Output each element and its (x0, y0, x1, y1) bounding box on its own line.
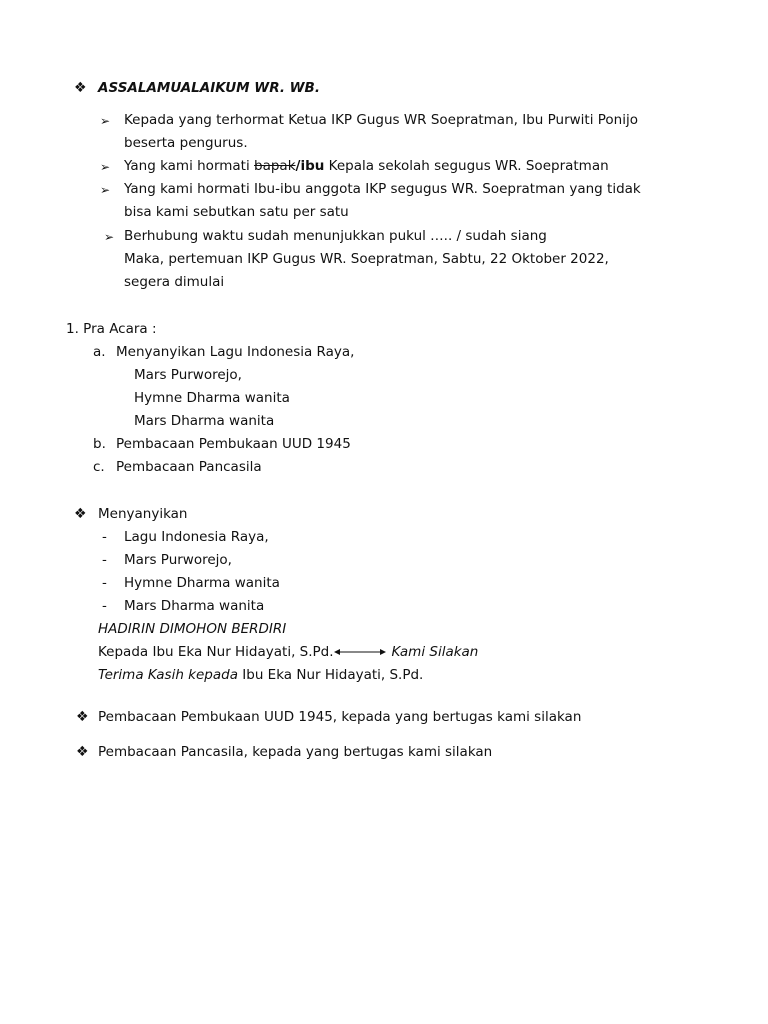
thanks-rest: Ibu Eka Nur Hidayati, S.Pd. (237, 667, 424, 683)
greeting-2 (124, 157, 609, 175)
closing-item-2: Pembacaan Pancasila, kepada yang bertugas kami silakan (98, 744, 493, 760)
menyanyikan-heading: Menyanyikan (98, 506, 188, 522)
invite-text: Kepada Ibu Eka Nur Hidayati, S.Pd. (98, 644, 334, 660)
greeting-4-line-3: segera dimulai (124, 274, 225, 290)
invite-after: Kami Silakan (391, 644, 479, 660)
greeting-4-line-1: Berhubung waktu sudah menunjukkan pukul ….. / sudah siang (124, 228, 547, 244)
greeting-1-line-1: Kepada yang terhormat Ketua IKP Gugus WR Soepratman, Ibu Purwiti Ponijo (124, 112, 638, 128)
header-bullet-icon: ❖ (74, 80, 87, 96)
song-title: Hymne Dharma wanita (124, 575, 280, 591)
item-c-text: Pembacaan Pancasila (116, 459, 262, 475)
dash-bullet: - (102, 598, 107, 614)
song-title: Mars Dharma wanita (124, 598, 265, 614)
double-arrow-icon (334, 647, 386, 657)
item-a-sub-2: Hymne Dharma wanita (134, 390, 290, 406)
invite-line (98, 643, 478, 661)
page-title: ASSALAMUALAIKUM WR. WB. (98, 80, 320, 96)
arrow-bullet-icon: ➢ (100, 160, 111, 174)
greeting-3-line-1: Yang kami hormati Ibu-ibu anggota IKP segugus WR. Soepratman yang tidak (124, 181, 641, 197)
closing-item-1: Pembacaan Pembukaan UUD 1945, kepada yang bertugas kami silakan (98, 709, 582, 725)
pra-acara-heading: 1. Pra Acara : (66, 321, 157, 337)
thanks-line (98, 666, 423, 684)
song-item (102, 551, 232, 569)
song-title: Mars Purworejo, (124, 552, 232, 568)
greeting-2-prefix: Yang kami hormati (124, 158, 255, 174)
diamond-bullet-icon: ❖ (76, 744, 89, 760)
item-a-sub-3: Mars Dharma wanita (134, 413, 275, 429)
thanks-italic: Terima Kasih kepada (98, 667, 238, 683)
greeting-2-slash: / (295, 158, 301, 174)
diamond-bullet-icon: ❖ (76, 709, 89, 725)
greeting-4-line-2: Maka, pertemuan IKP Gugus WR. Soepratman, Sabtu, 22 Oktober 2022, (124, 251, 609, 267)
arrow-bullet-icon: ➢ (100, 114, 111, 128)
item-a-sub-1: Mars Purworejo, (134, 367, 242, 383)
arrow-bullet-icon: ➢ (100, 183, 111, 197)
stand-instruction: HADIRIN DIMOHON BERDIRI (98, 621, 287, 637)
item-b-text: Pembacaan Pembukaan UUD 1945 (116, 436, 351, 452)
greeting-2-suffix: Kepala sekolah segugus WR. Soepratman (324, 158, 609, 174)
greeting-1-line-2: beserta pengurus. (124, 135, 248, 151)
greeting-3-line-2: bisa kami sebutkan satu per satu (124, 204, 349, 220)
greeting-2-bold-word: ibu (300, 158, 325, 174)
item-a-text: Menyanyikan Lagu Indonesia Raya, (116, 344, 355, 360)
item-c-label: c. (93, 459, 105, 475)
song-item (102, 574, 280, 592)
greeting-2-struck-word: bapak (254, 158, 296, 174)
arrow-bullet-icon: ➢ (104, 230, 115, 244)
song-item (102, 597, 264, 615)
item-b-label: b. (93, 436, 106, 452)
item-a-label: a. (93, 344, 106, 360)
dash-bullet: - (102, 575, 107, 591)
dash-bullet: - (102, 529, 107, 545)
song-item (102, 528, 269, 546)
song-title: Lagu Indonesia Raya, (124, 529, 269, 545)
diamond-bullet-icon: ❖ (74, 506, 87, 522)
dash-bullet: - (102, 552, 107, 568)
